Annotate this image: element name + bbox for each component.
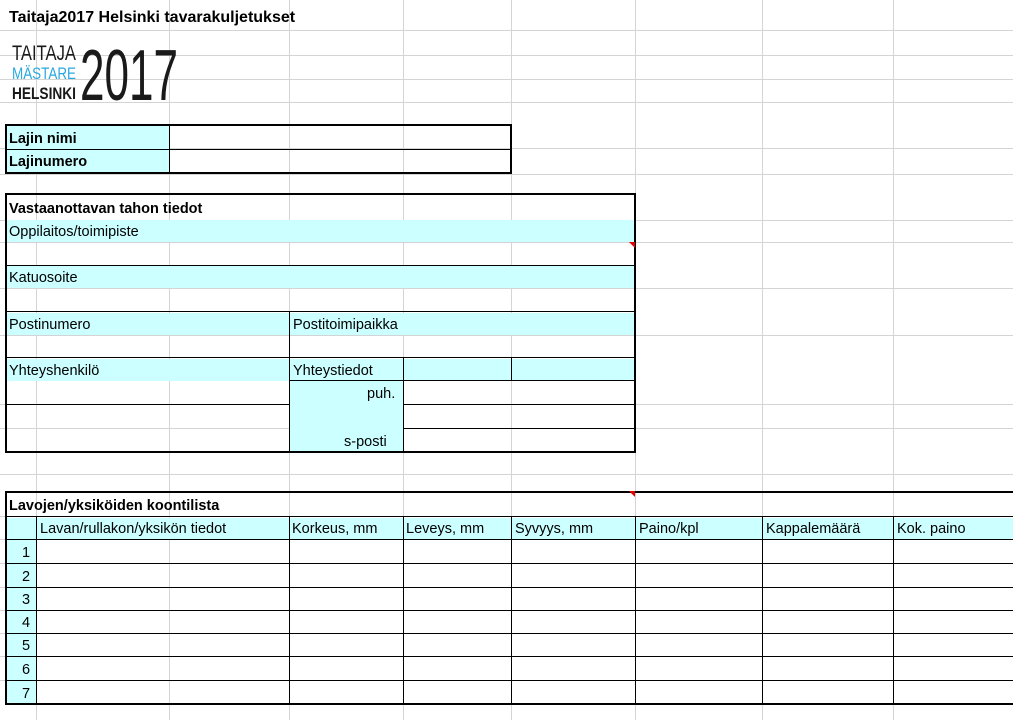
border (510, 124, 512, 174)
street-label-fill (6, 266, 635, 288)
column-header: Kappalemäärä (766, 521, 861, 537)
packing-header: Lavojen/yksiköiden koontilista (9, 498, 220, 514)
column-header: Lavan/rullakon/yksikön tiedot (40, 521, 227, 537)
column-header: Korkeus, mm (292, 521, 378, 537)
border (5, 124, 7, 174)
contact-person-input[interactable] (7, 382, 288, 403)
lajin-name-input[interactable] (171, 126, 509, 148)
lajin-name-label: Lajin nimi (9, 131, 77, 147)
lajin-number-label: Lajinumero (9, 154, 88, 170)
contact-person-label: Yhteyshenkilö (9, 363, 100, 379)
comment-marker-icon[interactable] (629, 242, 635, 248)
border (289, 380, 636, 381)
row-number: 6 (22, 662, 31, 678)
comment-marker-icon[interactable] (629, 491, 635, 497)
sheet-title: Taitaja2017 Helsinki tavarakuljetukset (9, 9, 296, 26)
border (169, 124, 170, 174)
logo-year: 2017 (80, 36, 178, 116)
row-number: 5 (22, 638, 31, 654)
street-input[interactable] (7, 289, 634, 310)
email-input[interactable] (405, 429, 634, 450)
border (6, 516, 1013, 517)
taitaja-logo (10, 36, 180, 116)
column-header: Leveys, mm (406, 521, 485, 537)
city-input[interactable] (291, 336, 634, 356)
gridline (0, 474, 1013, 475)
border (635, 516, 636, 704)
taitaja-logo-graphic (10, 36, 180, 116)
row-number: 4 (22, 615, 31, 631)
border (634, 193, 636, 453)
border (6, 703, 1013, 705)
border (511, 357, 512, 381)
border (511, 516, 512, 704)
postcode-label: Postinumero (9, 317, 91, 333)
border (6, 680, 1013, 681)
school-input[interactable] (7, 243, 634, 264)
logo-line2: MÄSTARE (12, 64, 76, 83)
border (6, 563, 1013, 564)
border (5, 491, 7, 705)
receiver-header: Vastaanottavan tahon tiedot (9, 201, 203, 217)
border (289, 311, 290, 452)
phone-label: puh. (367, 386, 396, 402)
border (6, 587, 1013, 588)
border (762, 516, 763, 704)
border (403, 516, 404, 704)
column-header: Syvyys, mm (515, 521, 594, 537)
row-number: 3 (22, 592, 31, 608)
border (6, 265, 636, 266)
border (6, 610, 1013, 611)
border (6, 193, 636, 195)
border (6, 357, 636, 358)
border (403, 404, 636, 405)
lajin-number-input[interactable] (171, 150, 509, 172)
border (6, 539, 1013, 540)
email-label: s-posti (344, 434, 387, 450)
logo-line3: HELSINKI (12, 84, 76, 103)
border (6, 633, 1013, 634)
column-header: Paino/kpl (639, 521, 699, 537)
city-label: Postitoimipaikka (293, 317, 398, 333)
border (289, 516, 290, 704)
postcode-input[interactable] (7, 336, 288, 356)
gridline (0, 174, 1013, 175)
border (6, 172, 512, 174)
street-label: Katuosoite (9, 270, 78, 286)
border (6, 656, 1013, 657)
border (6, 311, 636, 312)
border (403, 357, 404, 452)
row-number: 2 (22, 569, 31, 585)
logo-line1: TAITAJA (12, 42, 76, 65)
phone-input[interactable] (405, 382, 634, 403)
school-label: Oppilaitos/toimipiste (9, 224, 139, 240)
border (6, 491, 1013, 493)
contact-info-label: Yhteystiedot (293, 363, 373, 379)
border (893, 516, 894, 704)
border (6, 451, 636, 453)
gridline (0, 30, 1013, 31)
row-number: 7 (22, 686, 31, 702)
border (6, 404, 290, 405)
border (5, 193, 7, 453)
column-header: Kok. paino (897, 521, 966, 537)
row-number: 1 (22, 545, 31, 561)
border (36, 516, 37, 704)
